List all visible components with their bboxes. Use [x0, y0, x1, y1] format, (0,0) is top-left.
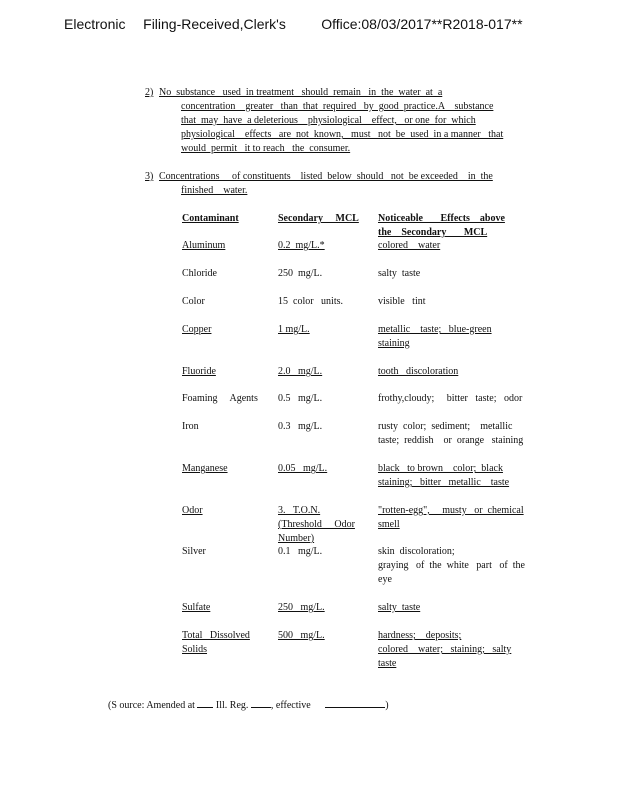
table-cell-line: taste; reddish or orange staining — [378, 435, 524, 446]
table-cell-line: Total Dissolved — [182, 630, 250, 641]
item-2-line: would permit it to reach the consumer. — [181, 143, 351, 154]
table-cell-line: rusty color; sediment; metallic — [378, 421, 513, 432]
cell-secondary-mcl — [278, 267, 322, 281]
column-header: the Secondary MCL — [378, 227, 488, 238]
cell-secondary-mcl — [278, 392, 322, 406]
item-2-line: that may have a deleterious physiological effect, or one for which — [181, 115, 476, 126]
table-cell-line: staining — [378, 338, 410, 349]
cell-contaminant — [182, 420, 199, 434]
table-cell-line: metallic taste; blue-green — [378, 324, 492, 335]
cell-noticeable-effects — [378, 239, 440, 253]
cell-secondary-mcl — [278, 295, 343, 309]
table-cell-line: graying of the white part of the — [378, 560, 525, 571]
table-cell-line: 250 mg/L. — [278, 602, 325, 613]
source-prefix: (S ource: Amended at — [108, 700, 195, 711]
table-cell-line: 2.0 mg/L. — [278, 366, 323, 377]
cell-noticeable-effects — [378, 545, 525, 587]
cell-secondary-mcl — [278, 629, 325, 643]
column-header: Noticeable Effects above — [378, 213, 505, 224]
table-cell-line: Fluoride — [182, 366, 216, 377]
table-cell-line: taste — [378, 658, 397, 669]
table-cell-line: colored water; staining; salty — [378, 644, 512, 655]
table-cell-line: 0.2 mg/L.* — [278, 240, 325, 251]
cell-secondary-mcl — [278, 239, 325, 253]
table-cell-line: tooth discoloration — [378, 366, 459, 377]
source-effective: , effective — [270, 700, 311, 711]
table-cell-line: 3. T.O.N. — [278, 505, 321, 516]
item-2-line: No substance used in treatment should remain in the water at a — [159, 87, 443, 98]
table-cell-line: hardness; deposits; — [378, 630, 462, 641]
cell-noticeable-effects — [378, 323, 492, 351]
table-cell-line: visible tint — [378, 296, 426, 307]
table-cell-line: skin discoloration; — [378, 546, 455, 557]
item-2-line: concentration greater than that required by good practice.A substance — [181, 101, 494, 112]
table-cell-line: eye — [378, 574, 392, 585]
table-cell-line: colored water — [378, 240, 441, 251]
cell-contaminant — [182, 504, 203, 518]
header-secondary-mcl — [278, 212, 359, 226]
cell-secondary-mcl — [278, 420, 322, 434]
table-cell-line: 0.3 mg/L. — [278, 421, 323, 432]
cell-noticeable-effects — [378, 462, 509, 490]
column-header: Contaminant — [182, 213, 239, 224]
cell-noticeable-effects — [378, 629, 511, 671]
table-cell-line: frothy,cloudy; bitter taste; odor — [378, 393, 523, 404]
cell-noticeable-effects — [378, 420, 523, 448]
cell-contaminant — [182, 545, 206, 559]
item-2-line: physiological effects are not known, must not be used in a manner that — [181, 129, 504, 140]
table-cell-line: 0.5 mg/L. — [278, 393, 323, 404]
item-3-line: finished water. — [181, 185, 248, 196]
table-cell-line: 0.1 mg/L. — [278, 546, 323, 557]
table-cell-line: Iron — [182, 421, 199, 432]
table-cell-line: "rotten-egg", musty or chemical — [378, 505, 524, 516]
cell-noticeable-effects — [378, 601, 420, 615]
cell-secondary-mcl — [278, 545, 322, 559]
cell-contaminant — [182, 462, 228, 476]
cell-secondary-mcl — [278, 462, 327, 476]
table-cell-line: 250 mg/L. — [278, 268, 323, 279]
item-2-number: 2) — [145, 87, 154, 98]
table-cell-line: 15 color units. — [278, 296, 343, 307]
cell-contaminant — [182, 365, 216, 379]
cell-secondary-mcl — [278, 323, 310, 337]
cell-contaminant — [182, 392, 258, 406]
table-cell-line: Chloride — [182, 268, 217, 279]
table-cell-line: Number) — [278, 533, 315, 544]
table-cell-line: Silver — [182, 546, 206, 557]
cell-secondary-mcl — [278, 365, 322, 379]
cell-noticeable-effects — [378, 267, 420, 281]
column-header: Secondary MCL — [278, 213, 359, 224]
filing-header: Electronic Filing-Received,Clerk's Office:08/03/2017**R2018-017** — [64, 16, 523, 32]
cell-noticeable-effects — [378, 295, 426, 309]
header-contaminant — [182, 212, 239, 226]
blank-date — [325, 698, 385, 708]
table-cell-line: Foaming Agents — [182, 393, 258, 404]
table-cell-line: Sulfate — [182, 602, 211, 613]
cell-noticeable-effects — [378, 504, 524, 532]
cell-contaminant — [182, 239, 225, 253]
table-cell-line: 500 mg/L. — [278, 630, 325, 641]
cell-secondary-mcl — [278, 504, 355, 546]
source-note — [108, 698, 389, 713]
source-reg: Ill. Reg. — [215, 700, 249, 711]
cell-contaminant — [182, 267, 217, 281]
blank-volume — [197, 698, 213, 708]
table-cell-line: black to brown color; black — [378, 463, 503, 474]
table-cell-line: Color — [182, 296, 205, 307]
cell-noticeable-effects — [378, 365, 458, 379]
table-cell-line: Copper — [182, 324, 212, 335]
table-cell-line: (Threshold Odor — [278, 519, 355, 530]
table-cell-line: Manganese — [182, 463, 228, 474]
item-3-line: Concentrations of constituents listed below should not be exceeded in the — [159, 171, 493, 182]
cell-contaminant — [182, 295, 205, 309]
table-cell-line: smell — [378, 519, 400, 530]
cell-contaminant — [182, 323, 211, 337]
table-cell-line: Solids — [182, 644, 208, 655]
table-cell-line: Odor — [182, 505, 203, 516]
table-cell-line: salty taste — [378, 602, 421, 613]
table-cell-line: staining; bitter metallic taste — [378, 477, 510, 488]
item-3-number: 3) — [145, 171, 154, 182]
cell-contaminant — [182, 629, 250, 657]
cell-contaminant — [182, 601, 210, 615]
table-cell-line: Aluminum — [182, 240, 226, 251]
blank-page — [251, 698, 271, 708]
cell-noticeable-effects — [378, 392, 522, 406]
header-noticeable-effects — [378, 212, 505, 240]
table-cell-line: 1 mg/L. — [278, 324, 310, 335]
table-cell-line: 0.05 mg/L. — [278, 463, 328, 474]
table-cell-line: salty taste — [378, 268, 421, 279]
source-suffix: ) — [385, 700, 389, 711]
cell-secondary-mcl — [278, 601, 325, 615]
